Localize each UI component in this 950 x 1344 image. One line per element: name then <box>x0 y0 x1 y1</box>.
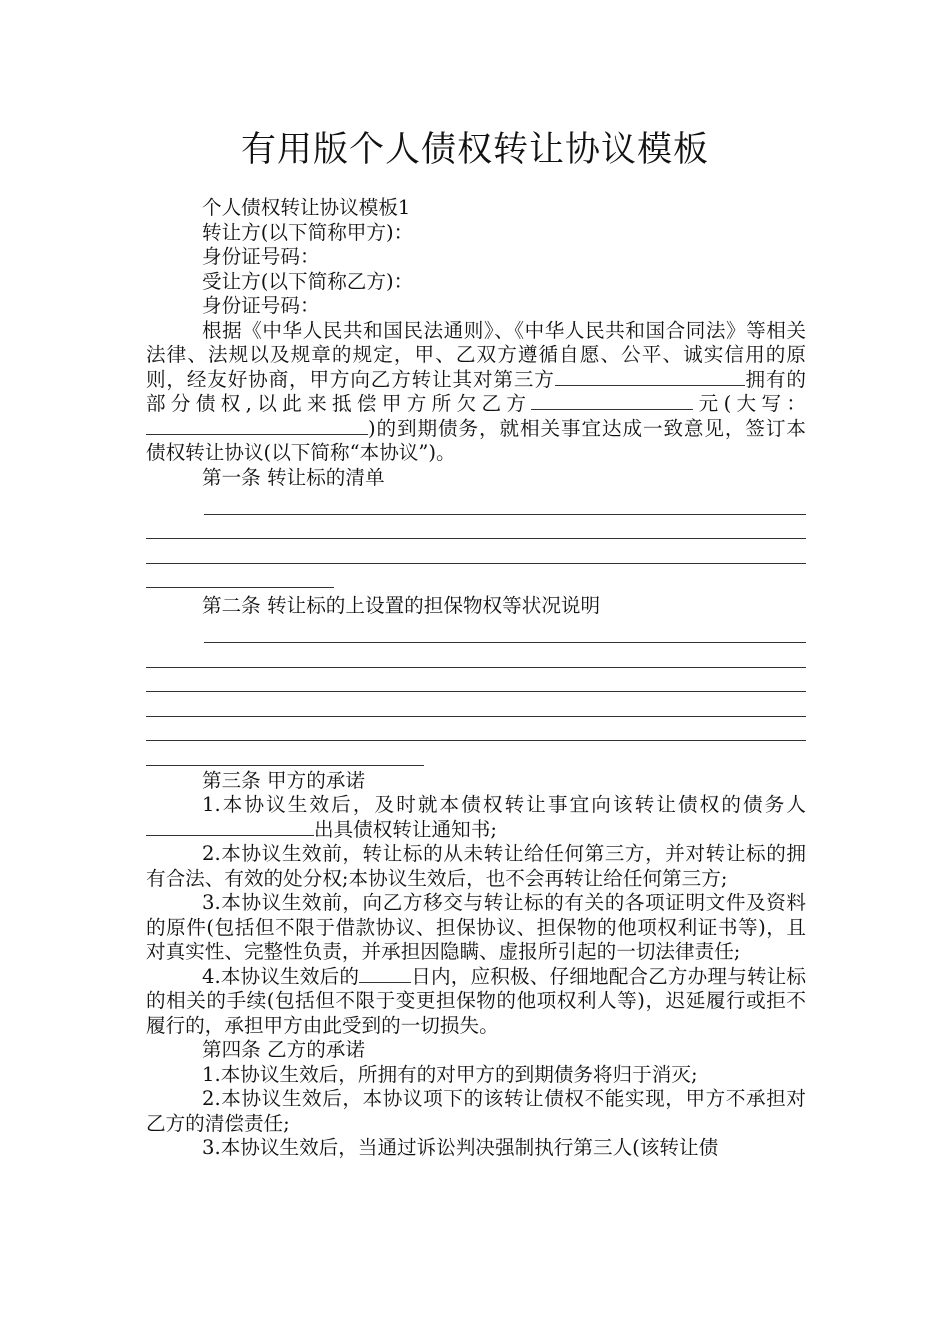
document-body <box>146 196 806 1161</box>
field-transferor: 转让方(以下简称甲方)： <box>202 220 414 244</box>
field-transferor-id: 身份证号码： <box>202 245 320 268</box>
article-1-heading: 第一条 转让标的清单 <box>202 465 385 489</box>
article-1-blank-line <box>146 515 806 540</box>
document-title: 有用版个人债权转让协议模板 <box>240 130 709 170</box>
field-transferee-id: 身份证号码： <box>202 294 320 317</box>
subtitle: 个人债权转让协议模板1 <box>202 196 411 219</box>
article-4-item-1: 1.本协议生效后，所拥有的对甲方的到期债务将归于消灭; <box>202 1062 698 1086</box>
article-3-item-1-text-a: 1.本协议生效后，及时就本债权转让事宜向该转让债权的债务人 <box>202 793 806 816</box>
blank-amount-in-words <box>146 417 368 435</box>
article-2-blank-line <box>146 643 806 668</box>
article-3-item-3: 3.本协议生效前，向乙方移交与转让标的有关的各项证明文件及资料的原件(包括但不限于借款协议、担保协议、担保物的他项权利证书等)，且对真实性、完整性负责，并承担因隐瞒、虚报所引起的一切法律责任; <box>146 891 806 963</box>
article-2-blank-line <box>146 692 806 717</box>
article-1-blank-line <box>146 564 334 589</box>
article-2-blank-line <box>204 619 806 644</box>
article-4-heading: 第四条 乙方的承诺 <box>202 1038 365 1061</box>
field-transferee: 受让方(以下简称乙方)： <box>202 269 414 293</box>
article-3-item-4 <box>146 965 806 1039</box>
blank-days <box>359 965 411 983</box>
article-4-item-2: 2.本协议生效后，本协议项下的该转让债权不能实现，甲方不承担对乙方的清偿责任; <box>146 1087 806 1135</box>
preamble-text-1: 根据《中华人民共和国民法通则》、《中华人民共和国合同法》等相关法律、法规以及规章的规定，甲、乙双方遵循自愿、公平、诚实信用的原则，经友好协商，甲方向乙方转让其对第三方 <box>146 318 806 391</box>
article-3-item-1 <box>146 793 806 842</box>
blank-debt-amount-a <box>531 392 617 410</box>
article-2-blank-line <box>146 668 806 693</box>
article-1-blank-line <box>204 490 806 515</box>
preamble-text-2: 拥有的部分债权,以此来抵偿甲方所欠乙方 <box>146 367 807 415</box>
article-3-item-4-text-b: 日内，应积极、仔细地配合乙方办理与转让标的相关的手续(包括但不限于变更担保物的他项权利人等)，迟延履行或拒不履行的，承担甲方由此受到的一切损失。 <box>146 964 806 1037</box>
preamble-paragraph <box>146 319 806 466</box>
article-3-item-4-text-a: 4.本协议生效后的 <box>202 964 360 988</box>
article-2-blank-line <box>146 741 424 766</box>
article-2-heading: 第二条 转让标的上设置的担保物权等状况说明 <box>202 594 601 617</box>
preamble-text-3: 元(大写： <box>693 392 806 415</box>
article-3-heading: 第三条 甲方的承诺 <box>202 768 365 792</box>
article-4-item-3: 3.本协议生效后，当通过诉讼判决强制执行第三人(该转让债 <box>202 1136 719 1159</box>
blank-third-party-a <box>555 368 595 386</box>
article-3-item-2: 2.本协议生效前，转让标的从未转让给任何第三方，并对转让标的拥有合法、有效的处分权;本协议生效后，也不会再转让给任何第三方; <box>146 842 806 890</box>
article-1-blank-line <box>146 539 806 564</box>
article-2-blank-line <box>146 717 806 742</box>
blank-debtor-name <box>146 818 314 836</box>
blank-debt-amount-b <box>617 392 693 410</box>
preamble-text-4: )的到期债务，就相关事宜达成一致意见，签订本债权转让协议(以下简称“本协议”)。 <box>146 416 806 464</box>
blank-third-party-b <box>595 368 745 386</box>
article-3-item-1-text-b: 出具债权转让通知书; <box>314 817 497 841</box>
